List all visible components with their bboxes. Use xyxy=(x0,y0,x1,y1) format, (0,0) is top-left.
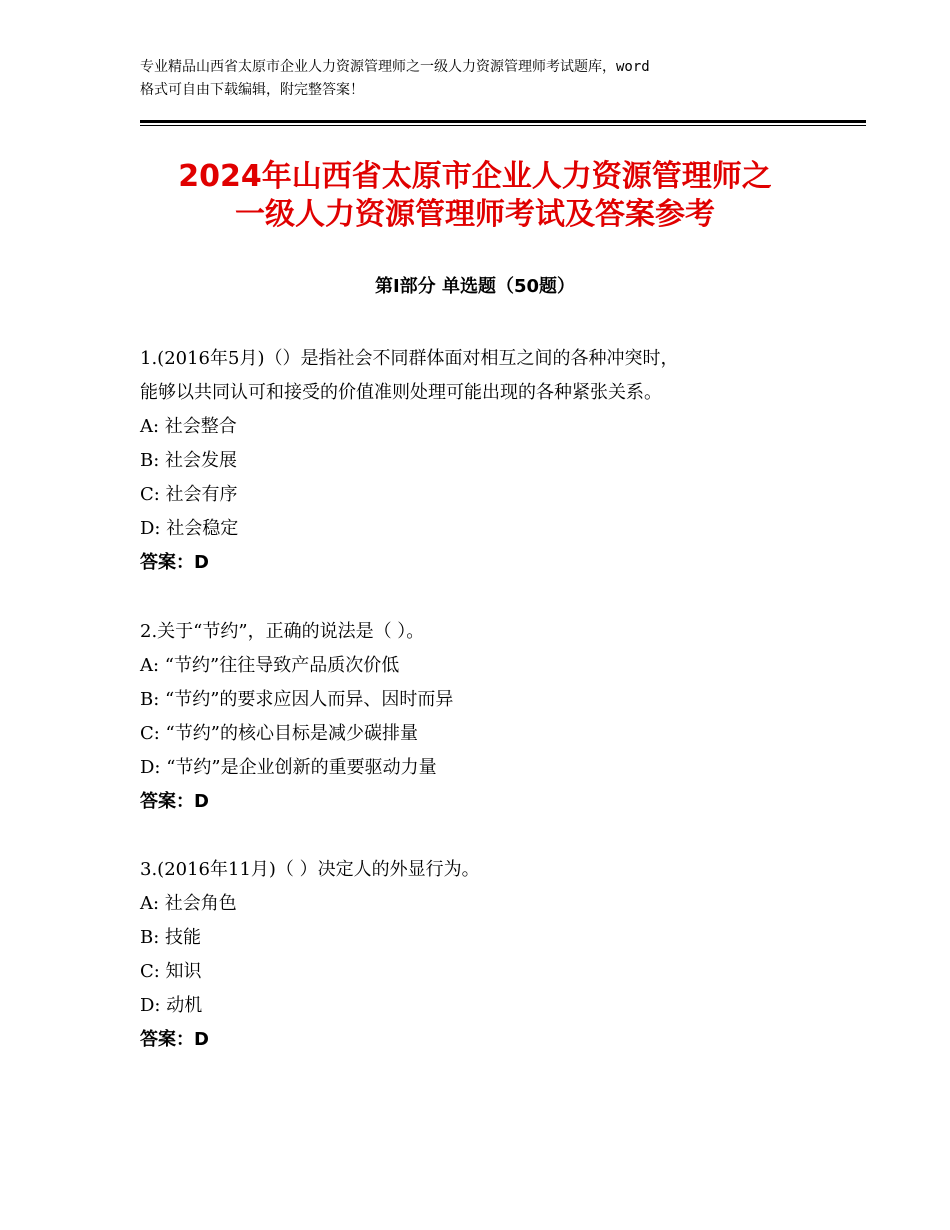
option-d: D: 动机 xyxy=(140,995,203,1016)
section-heading: 第Ⅰ部分 单选题（50题） xyxy=(374,276,575,297)
question-stem xyxy=(140,615,840,649)
option-a: A: “节约”往往导致产品质次价低 xyxy=(140,655,400,676)
question-stem-line-1: 1.(2016年5月)（）是指社会不同群体面对相互之间的各种冲突时， xyxy=(140,348,679,369)
option-c: C: “节约”的核心目标是减少碳排量 xyxy=(140,723,418,744)
answer-label: 答案：D xyxy=(140,1029,209,1050)
answer-label: 答案：D xyxy=(140,552,209,573)
option-b: B: “节约”的要求应因人而异、因时而异 xyxy=(140,689,454,710)
question-stem-line-1: 2.关于“节约”，正确的说法是（ ）。 xyxy=(140,621,425,642)
header-note xyxy=(140,56,830,102)
question-stem-line-2: 能够以共同认可和接受的价值准则处理可能出现的各种紧张关系。 xyxy=(140,382,662,403)
option-b: B: 技能 xyxy=(140,927,202,948)
question-stem-line-1: 3.(2016年11月)（ ）决定人的外显行为。 xyxy=(140,859,480,880)
question-3 xyxy=(140,853,840,1057)
question-stem xyxy=(140,342,840,410)
question-stem xyxy=(140,853,840,887)
document-title xyxy=(60,158,890,234)
header-note-line-2: 格式可自由下载编辑，附完整答案！ xyxy=(140,82,364,98)
answer-label: 答案：D xyxy=(140,791,209,812)
option-a: A: 社会角色 xyxy=(140,893,237,914)
title-line-2: 一级人力资源管理师考试及答案参考 xyxy=(235,197,715,232)
question-2 xyxy=(140,615,840,819)
option-c: C: 知识 xyxy=(140,961,202,982)
option-a: A: 社会整合 xyxy=(140,416,237,437)
option-d: D: 社会稳定 xyxy=(140,518,239,539)
header-note-line-1: 专业精品山西省太原市企业人力资源管理师之一级人力资源管理师考试题库，word xyxy=(140,59,650,75)
title-line-1: 2024年山西省太原市企业人力资源管理师之 xyxy=(178,159,772,194)
header-divider-thin xyxy=(140,125,866,126)
header-divider-thick xyxy=(140,120,866,123)
option-b: B: 社会发展 xyxy=(140,450,238,471)
option-d: D: “节约”是企业创新的重要驱动力量 xyxy=(140,757,437,778)
option-c: C: 社会有序 xyxy=(140,484,238,505)
question-1 xyxy=(140,342,840,580)
